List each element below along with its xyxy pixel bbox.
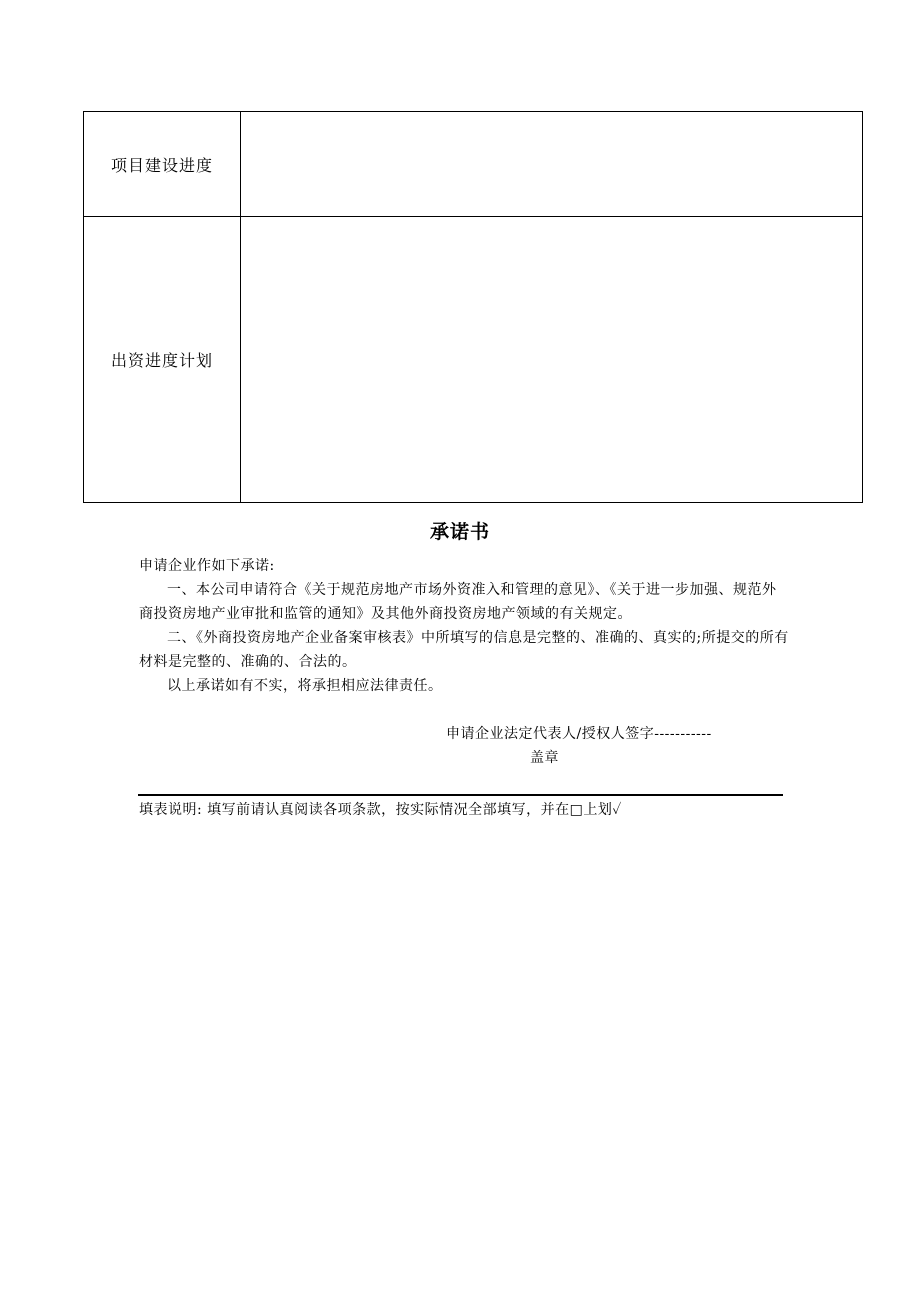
seal-label: 盖章 <box>530 750 559 766</box>
pledge-item-3: 以上承诺如有不实，将承担相应法律责任。 <box>167 678 443 694</box>
pledge-intro: 申请企业作如下承诺: <box>139 558 275 574</box>
fill-instructions: 填表说明: 填写前请认真阅读各项条款，按实际情况全部填写，并在□上划✓ <box>139 802 622 818</box>
divider <box>138 794 783 796</box>
pledge-item-1: 一、本公司申请符合《关于规范房地产市场外资准入和管理的意见》、《关于进一步加强、规范外商投资房地产业审批和监管的通知》及其他外商投资房地产领域的有关规定。 <box>139 582 777 622</box>
table-row <box>84 112 863 217</box>
project-form-table <box>83 111 863 503</box>
capital-contribution-plan-label: 出资进度计划 <box>84 217 241 503</box>
project-construction-progress-field[interactable] <box>241 112 863 217</box>
signature-line: 申请企业法定代表人/授权人签字----------- <box>446 726 712 742</box>
project-construction-progress-label: 项目建设进度 <box>84 112 241 217</box>
pledge-body <box>139 554 789 698</box>
pledge-title: 承诺书 <box>429 521 490 543</box>
table-row <box>84 217 863 503</box>
capital-contribution-plan-field[interactable] <box>241 217 863 503</box>
pledge-item-2: 二、《外商投资房地产企业备案审核表》中所填写的信息是完整的、准确的、真实的;所提交的所有材料是完整的、准确的、合法的。 <box>139 630 789 670</box>
